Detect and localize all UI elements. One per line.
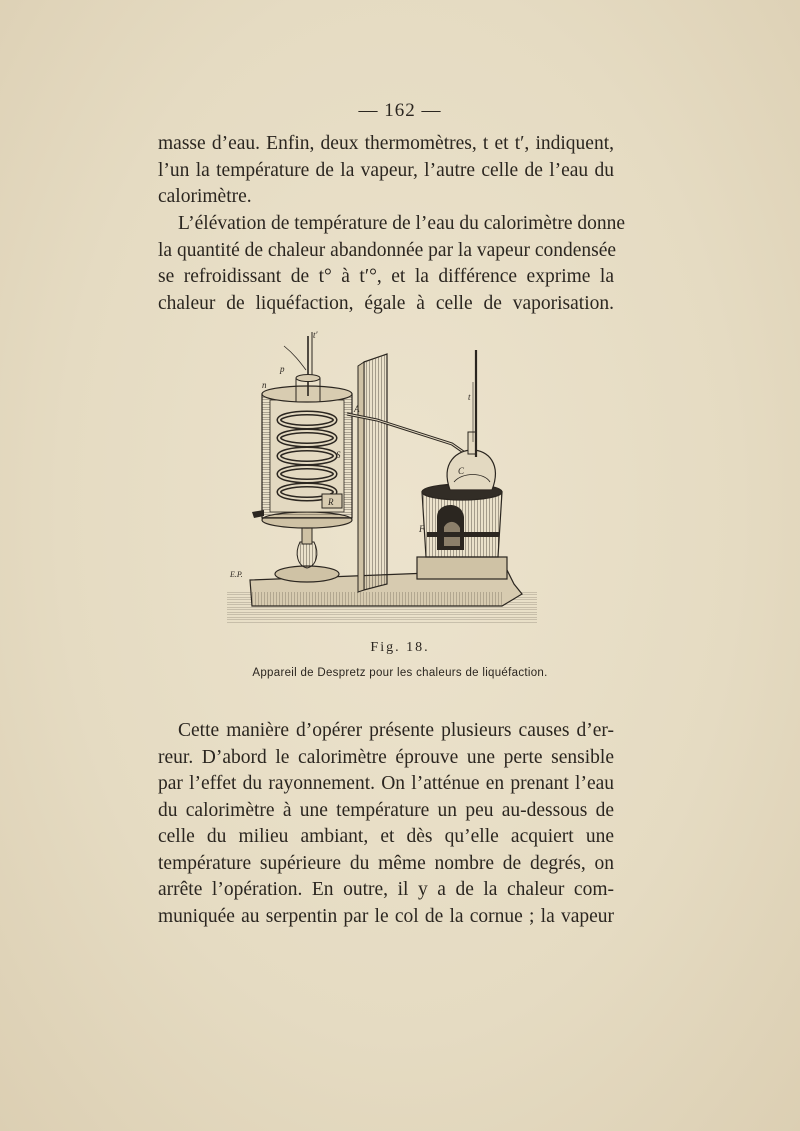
label-p: p — [280, 364, 285, 374]
text-line: chaleur de liquéfaction, égale à celle de vaporisation. — [158, 292, 614, 314]
text-line: muniquée au serpentin par le col de la cornue ; la vapeur — [158, 905, 614, 927]
engraver-signature: E.P. — [230, 570, 243, 579]
paragraph-3 — [158, 718, 614, 930]
figure-legend: Appareil de Despretz pour les chaleurs de liquéfaction. — [252, 667, 548, 679]
text-line: se refroidissant de t° à t′°, et la différence exprime la — [158, 266, 614, 287]
text-line: L’élévation de température de l’eau du calorimètre donne — [178, 213, 626, 234]
text-line: reur. D’abord le calorimètre éprouve une perte sensible — [158, 746, 614, 768]
paragraph-1 — [158, 131, 614, 211]
retort-flask-C — [447, 450, 495, 490]
text-line: la quantité de chaleur abandonnée par la vapeur condensée — [158, 239, 617, 261]
label-t-prime: t′ — [313, 330, 318, 340]
label-R: R — [328, 497, 334, 507]
label-A: A — [354, 404, 360, 414]
page-number: — 162 — — [358, 100, 442, 121]
text-line: celle du milieu ambiant, et dès qu’elle acquiert une — [158, 826, 614, 847]
label-C: C — [458, 466, 465, 476]
figure-caption: Fig. 18. — [370, 640, 430, 655]
text-line: l’un la température de la vapeur, l’autre celle de l’eau du — [158, 159, 614, 181]
text-line: par l’effet du rayonnement. On l’atténue en prenant l’eau — [158, 773, 614, 794]
despretz-apparatus-illustration — [222, 322, 547, 632]
text-line: du calorimètre à une température un peu au-dessous de — [158, 799, 614, 821]
text-line: masse d’eau. Enfin, deux thermomètres, t et t′, indiquent, — [158, 133, 614, 154]
text-line: calorimètre. — [158, 186, 252, 207]
text-line: arrête l’opération. En outre, il y a de la chaleur com- — [158, 879, 614, 900]
label-n: n — [262, 380, 267, 390]
text-line: Cette manière d’opérer présente plusieurs causes d’er- — [178, 720, 614, 741]
label-S: S — [336, 450, 341, 460]
label-t: t — [468, 392, 471, 402]
furnace-base — [417, 557, 507, 579]
text-line: température supérieure du même nombre de degrés, on — [158, 852, 614, 874]
paragraph-2 — [158, 211, 626, 317]
label-F: F — [419, 524, 425, 534]
screen-board — [364, 354, 387, 590]
